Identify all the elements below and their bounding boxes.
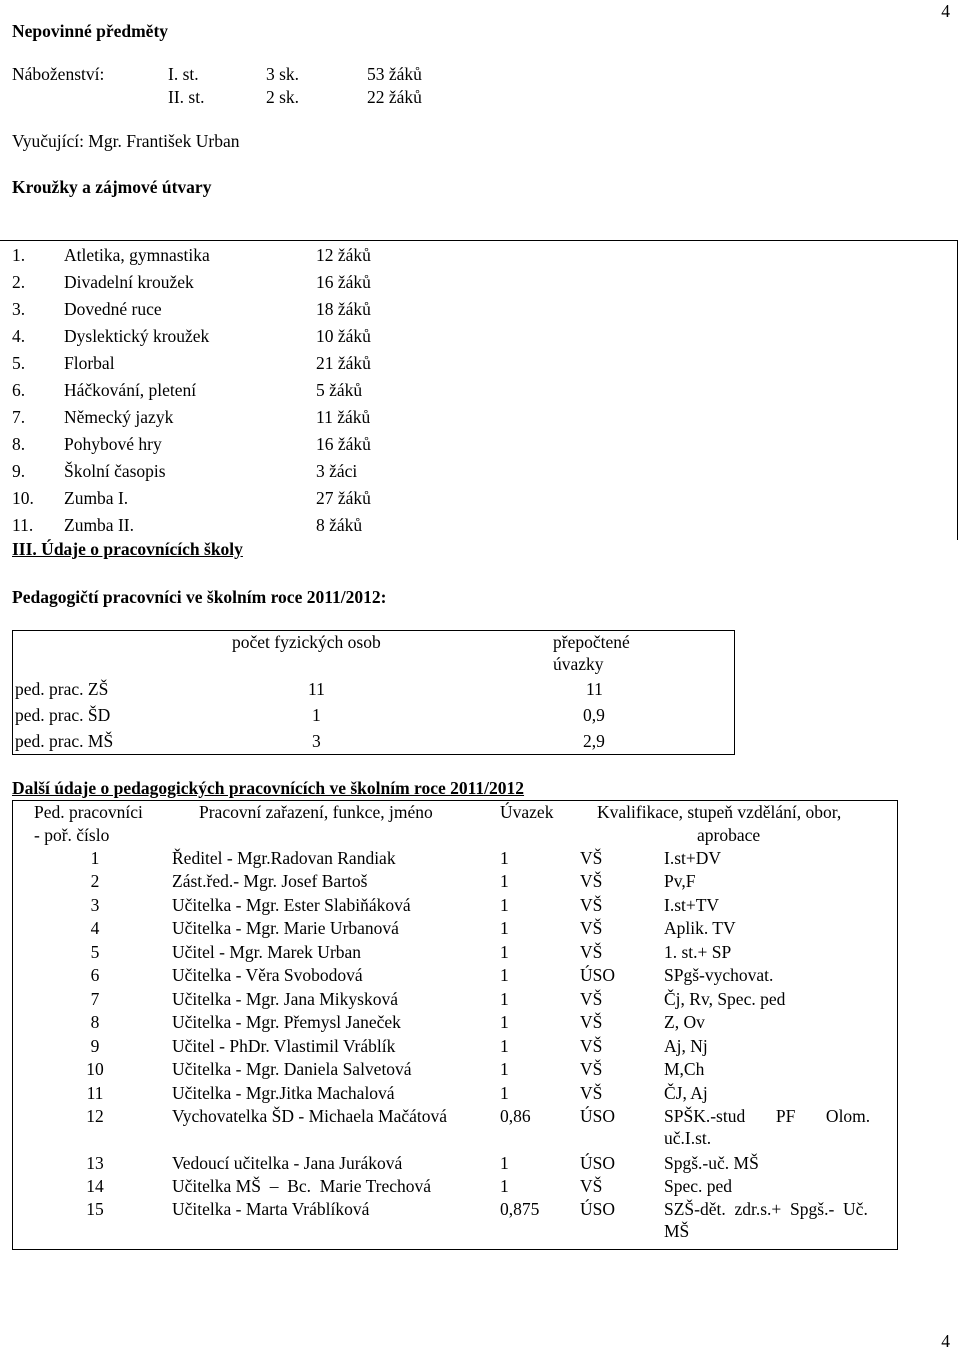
staff-header-number: Ped. pracovníci	[34, 802, 143, 822]
club-count: 16 žáků	[316, 434, 371, 454]
staff-specialization: ČJ, Aj	[664, 1083, 708, 1103]
staff-role-name: Učitelka - Mgr. Marie Urbanová	[172, 918, 399, 938]
staff-education: VŠ	[580, 895, 603, 915]
staff-row	[0, 941, 960, 964]
club-count: 5 žáků	[316, 380, 363, 400]
club-count: 27 žáků	[316, 488, 371, 508]
summary-row-fte: 0,9	[583, 705, 605, 725]
staff-number: 9	[90, 1036, 100, 1056]
list-top-rule	[0, 240, 958, 241]
staff-row	[0, 894, 960, 917]
staff-row	[0, 1105, 960, 1148]
staff-role-name: Zást.řed.- Mgr. Josef Bartoš	[172, 871, 368, 891]
staff-load: 1	[500, 1176, 509, 1196]
club-count: 11 žáků	[316, 407, 371, 427]
staff-education: VŠ	[580, 848, 603, 868]
staff-role-name: Učitelka - Mgr. Přemysl Janeček	[172, 1012, 401, 1032]
religion-stage: II. st.	[168, 87, 205, 107]
club-number: 7.	[12, 407, 26, 427]
staff-specialization: Čj, Rv, Spec. ped	[664, 989, 786, 1009]
summary-row-persons: 1	[312, 705, 321, 725]
staff-specialization: Z, Ov	[664, 1012, 705, 1032]
staff-row	[0, 988, 960, 1011]
staff-role-name: Vedoucí učitelka - Jana Juráková	[172, 1153, 403, 1173]
club-name: Dyslektický kroužek	[64, 326, 210, 346]
staff-specialization: Aplik. TV	[664, 918, 736, 938]
club-count: 10 žáků	[316, 326, 371, 346]
club-name: Dovedné ruce	[64, 299, 162, 319]
staff-load: 1	[500, 1153, 509, 1173]
staff-education: VŠ	[580, 918, 603, 938]
staff-education: ÚSO	[580, 1153, 616, 1173]
staff-number: 15	[86, 1199, 104, 1219]
staff-specialization: Aj, Nj	[664, 1036, 708, 1056]
staff-role-name: Učitelka - Mgr.Jitka Machalová	[172, 1083, 395, 1103]
staff-specialization-continued: uč.I.st.	[664, 1128, 712, 1148]
staff-row	[0, 1011, 960, 1034]
staff-role-name: Učitelka - Marta Vráblíková	[172, 1199, 370, 1219]
staff-education: VŠ	[580, 942, 603, 962]
staff-number: 4	[90, 918, 100, 938]
club-count: 21 žáků	[316, 353, 371, 373]
club-count: 3 žáci	[316, 461, 358, 481]
heading-section-3: III. Údaje o pracovnících školy	[12, 539, 243, 559]
staff-specialization: SZŠ-dět. zdr.s.+ Spgš.- Uč.	[664, 1199, 868, 1219]
religion-label: Náboženství:	[12, 64, 105, 84]
religion-classes: 2 sk.	[266, 87, 300, 107]
club-name: Německý jazyk	[64, 407, 174, 427]
summary-row-label: ped. prac. ŠD	[15, 705, 111, 725]
staff-load: 1	[500, 871, 509, 891]
staff-education: VŠ	[580, 871, 603, 891]
club-number: 5.	[12, 353, 26, 373]
club-number: 2.	[12, 272, 26, 292]
staff-specialization: SPgš-vychovat.	[664, 965, 774, 985]
club-name: Zumba I.	[64, 488, 129, 508]
staff-education: VŠ	[580, 1012, 603, 1032]
staff-specialization-continued: MŠ	[664, 1221, 690, 1241]
club-count: 16 žáků	[316, 272, 371, 292]
staff-role-name: Učitelka - Mgr. Ester Slabiňáková	[172, 895, 411, 915]
staff-row	[0, 1082, 960, 1105]
staff-header-role: Pracovní zařazení, funkce, jméno	[199, 802, 433, 822]
staff-education: ÚSO	[580, 965, 616, 985]
staff-specialization: Spec. ped	[664, 1176, 733, 1196]
page-number-top: 4	[941, 1, 950, 21]
staff-role-name: Ředitel - Mgr.Radovan Randiak	[172, 848, 396, 868]
staff-specialization: I.st+TV	[664, 895, 720, 915]
heading-clubs: Kroužky a zájmové útvary	[12, 177, 212, 197]
summary-header-fte-2: úvazky	[553, 654, 604, 674]
religion-pupils: 53 žáků	[367, 64, 422, 84]
staff-specialization: SPŠK.-stud PF Olom.	[664, 1106, 871, 1126]
staff-education: VŠ	[580, 1036, 603, 1056]
staff-specialization: I.st+DV	[664, 848, 722, 868]
club-count: 18 žáků	[316, 299, 371, 319]
page-number-bottom: 4	[941, 1331, 950, 1351]
staff-row	[0, 917, 960, 940]
club-name: Florbal	[64, 353, 115, 373]
club-count: 8 žáků	[316, 515, 363, 535]
club-count: 12 žáků	[316, 245, 371, 265]
staff-load: 1	[500, 965, 509, 985]
staff-role-name: Učitelka - Mgr. Jana Mikysková	[172, 989, 398, 1009]
staff-role-name: Učitel - PhDr. Vlastimil Vráblík	[172, 1036, 396, 1056]
club-number: 6.	[12, 380, 26, 400]
staff-header-qualification: Kvalifikace, stupeň vzdělání, obor,	[597, 802, 842, 822]
staff-education: VŠ	[580, 1059, 603, 1079]
heading-more-staff-info: Další údaje o pedagogických pracovnících ve školním roce 2011/2012	[12, 778, 525, 798]
staff-load: 1	[500, 895, 509, 915]
club-number: 3.	[12, 299, 26, 319]
staff-row	[0, 1058, 960, 1081]
heading-optional-subjects: Nepovinné předměty	[12, 21, 169, 41]
staff-header-qualification-2: aprobace	[697, 825, 761, 845]
staff-role-name: Učitelka - Věra Svobodová	[172, 965, 363, 985]
staff-load: 1	[500, 942, 509, 962]
staff-number: 5	[90, 942, 100, 962]
staff-role-name: Učitel - Mgr. Marek Urban	[172, 942, 362, 962]
staff-row	[0, 964, 960, 987]
staff-load: 1	[500, 1059, 509, 1079]
list-right-rule	[957, 240, 958, 540]
staff-role-name: Vychovatelka ŠD - Michaela Mačátová	[172, 1106, 448, 1126]
club-name: Atletika, gymnastika	[64, 245, 210, 265]
heading-pedagogic-staff: Pedagogičtí pracovníci ve školním roce 2011/2012:	[12, 587, 387, 607]
summary-row-label: ped. prac. ZŠ	[15, 679, 109, 699]
summary-header-fte: přepočtené	[553, 632, 630, 652]
staff-number: 11	[86, 1083, 104, 1103]
staff-education: ÚSO	[580, 1199, 616, 1219]
club-name: Zumba II.	[64, 515, 134, 535]
religion-classes: 3 sk.	[266, 64, 300, 84]
staff-number: 6	[90, 965, 100, 985]
teacher-line: Vyučující: Mgr. František Urban	[12, 131, 240, 151]
staff-number: 10	[86, 1059, 104, 1079]
staff-header-load: Úvazek	[500, 802, 554, 822]
staff-row	[0, 870, 960, 893]
staff-load: 1	[500, 989, 509, 1009]
staff-header-number-2: - poř. číslo	[34, 825, 110, 845]
staff-number: 7	[90, 989, 100, 1009]
staff-row	[0, 1198, 960, 1241]
staff-number: 13	[86, 1153, 104, 1173]
summary-row-label: ped. prac. MŠ	[15, 731, 114, 751]
staff-number: 3	[90, 895, 100, 915]
staff-number: 14	[86, 1176, 104, 1196]
summary-row-fte: 11	[586, 679, 603, 699]
staff-load: 0,86	[500, 1106, 531, 1126]
club-number: 9.	[12, 461, 26, 481]
club-number: 11.	[12, 515, 34, 535]
staff-education: VŠ	[580, 1176, 603, 1196]
staff-load: 1	[500, 918, 509, 938]
staff-specialization: M,Ch	[664, 1059, 705, 1079]
staff-row	[0, 1175, 960, 1198]
club-number: 8.	[12, 434, 26, 454]
club-name: Pohybové hry	[64, 434, 162, 454]
club-name: Háčkování, pletení	[64, 380, 197, 400]
staff-load: 1	[500, 1036, 509, 1056]
staff-load: 1	[500, 1083, 509, 1103]
religion-pupils: 22 žáků	[367, 87, 422, 107]
summary-header-persons: počet fyzických osob	[232, 632, 381, 652]
summary-row-persons: 3	[312, 731, 321, 751]
staff-row	[0, 1035, 960, 1058]
staff-education: ÚSO	[580, 1106, 616, 1126]
staff-number: 1	[90, 848, 100, 868]
staff-load: 0,875	[500, 1199, 540, 1219]
staff-number: 12	[86, 1106, 104, 1126]
staff-load: 1	[500, 1012, 509, 1032]
staff-number: 2	[90, 871, 100, 891]
summary-row-fte: 2,9	[583, 731, 605, 751]
staff-row	[0, 847, 960, 870]
staff-row	[0, 1152, 960, 1175]
club-number: 4.	[12, 326, 26, 346]
staff-role-name: Učitelka - Mgr. Daniela Salvetová	[172, 1059, 412, 1079]
staff-education: VŠ	[580, 989, 603, 1009]
staff-specialization: Spgš.-uč. MŠ	[664, 1153, 759, 1173]
staff-load: 1	[500, 848, 509, 868]
club-number: 1.	[12, 245, 26, 265]
staff-role-name: Učitelka MŠ – Bc. Marie Trechová	[172, 1176, 432, 1196]
summary-row-persons: 11	[308, 679, 325, 699]
club-name: Divadelní kroužek	[64, 272, 194, 292]
religion-stage: I. st.	[168, 64, 199, 84]
club-number: 10.	[12, 488, 34, 508]
club-name: Školní časopis	[64, 461, 166, 481]
staff-specialization: 1. st.+ SP	[664, 942, 732, 962]
staff-specialization: Pv,F	[664, 871, 696, 891]
staff-number: 8	[90, 1012, 100, 1032]
staff-education: VŠ	[580, 1083, 603, 1103]
